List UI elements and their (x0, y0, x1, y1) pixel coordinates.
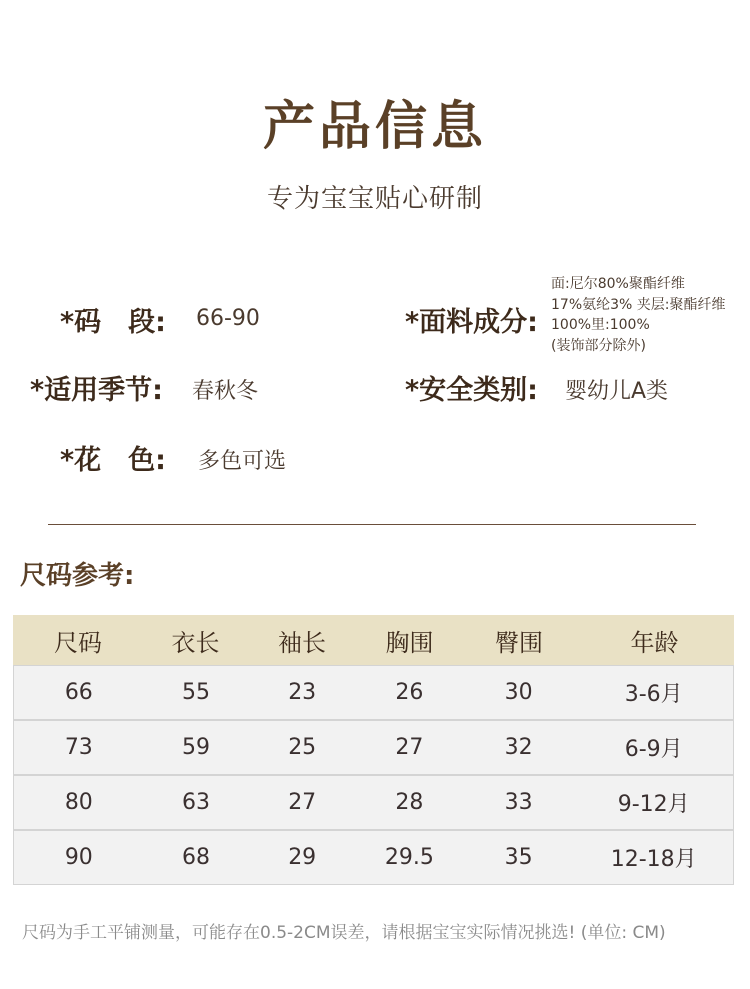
cell-hip: 30 (504, 680, 533, 705)
column-header-hip: 臀围 (495, 628, 543, 657)
cell-chest: 26 (395, 680, 424, 705)
cell-size: 66 (64, 680, 93, 705)
cell-age: 12-18月 (610, 847, 697, 872)
table-row (14, 829, 733, 884)
cell-size: 73 (64, 735, 93, 760)
table-row (14, 774, 733, 829)
fabric-line: (装饰部分除外) (551, 337, 646, 354)
cell-size: 80 (64, 790, 93, 815)
cell-length: 68 (181, 845, 210, 870)
safety-label: *安全类别: (405, 375, 538, 406)
cell-chest: 28 (395, 790, 424, 815)
size-range-label: *码 段: (60, 307, 166, 338)
table-header-row (13, 615, 734, 665)
season-value: 春秋冬 (192, 379, 259, 404)
measurement-footnote: 尺码为手工平铺测量，可能存在0.5-2CM误差，请根据宝宝实际情况挑选! (单位: CM) (22, 923, 666, 943)
size-chart-table (13, 615, 734, 885)
color-value: 多色可选 (198, 449, 287, 474)
section-divider (48, 524, 696, 525)
fabric-line: 100%里:100% (551, 317, 650, 333)
table-row (14, 665, 733, 719)
size-range-value: 66-90 (196, 306, 260, 331)
cell-age: 9-12月 (617, 792, 690, 817)
column-header-sleeve: 袖长 (278, 628, 326, 657)
cell-length: 55 (181, 680, 210, 705)
column-header-age: 年龄 (630, 628, 679, 657)
cell-sleeve: 29 (288, 845, 317, 870)
page-title: 产品信息 (262, 96, 487, 157)
color-label: *花 色: (60, 445, 166, 476)
season-label: *适用季节: (30, 375, 163, 406)
column-header-size: 尺码 (54, 628, 102, 657)
safety-value: 婴幼儿A类 (565, 379, 669, 404)
fabric-composition (551, 274, 726, 356)
cell-age: 6-9月 (624, 737, 683, 762)
cell-hip: 35 (504, 845, 533, 870)
table-row (14, 719, 733, 774)
cell-sleeve: 25 (288, 735, 317, 760)
fabric-line: 面:尼尔80%聚酯纤维 (551, 276, 685, 292)
cell-hip: 33 (504, 790, 533, 815)
cell-sleeve: 23 (288, 680, 317, 705)
cell-length: 59 (181, 735, 210, 760)
size-chart-heading: 尺码参考: (20, 561, 135, 591)
fabric-label: *面料成分: (405, 307, 538, 338)
cell-size: 90 (64, 845, 93, 870)
cell-age: 3-6月 (624, 682, 683, 707)
cell-length: 63 (181, 790, 210, 815)
cell-sleeve: 27 (288, 790, 317, 815)
cell-chest: 27 (395, 735, 424, 760)
column-header-length: 衣长 (171, 628, 220, 657)
fabric-line: 17%氨纶3% 夹层:聚酯纤维 (551, 296, 726, 313)
page-subtitle: 专为宝宝贴心研制 (266, 184, 483, 214)
cell-hip: 32 (504, 735, 533, 760)
table-body (13, 665, 734, 885)
cell-chest: 29.5 (384, 845, 434, 870)
column-header-chest: 胸围 (385, 628, 434, 657)
